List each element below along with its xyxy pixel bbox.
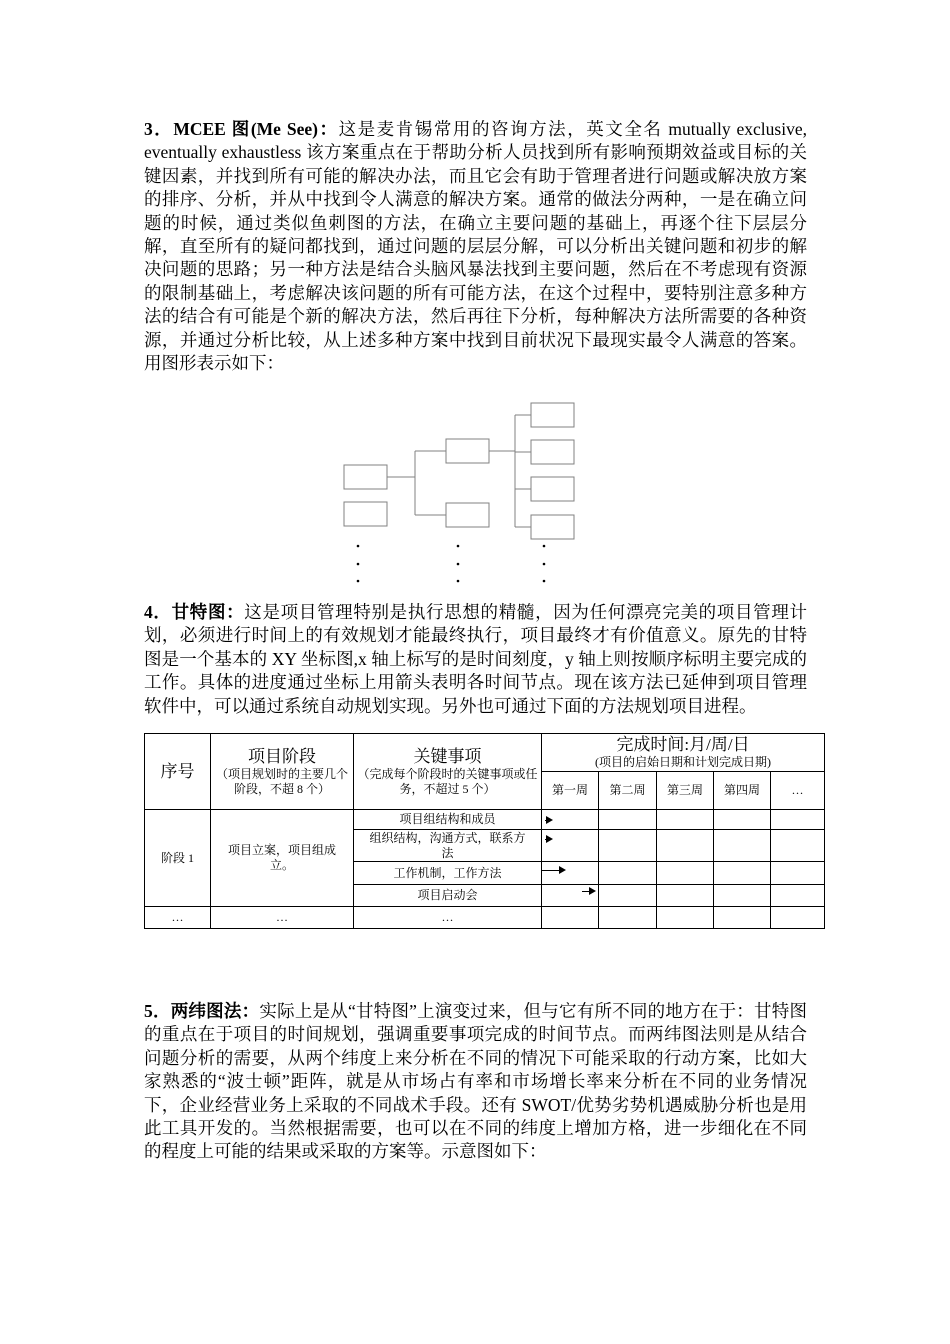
- task-2: 组织结构，沟通方式，联系方法: [354, 830, 542, 862]
- header-key-note: （完成每个阶段时的关键事项或任务，不超过 5 个）: [357, 766, 538, 796]
- week-1: 第一周: [542, 772, 599, 810]
- week-4: 第四周: [714, 772, 771, 810]
- week-more: …: [771, 772, 825, 810]
- tree-box-l1-2: [344, 502, 387, 526]
- tree-box-l2-1: [446, 439, 489, 463]
- task-1: 项目组结构和成员: [354, 810, 542, 830]
- header-time: 完成时间:月/周/日 (项目的启始日期和计划完成日期): [542, 734, 825, 772]
- header-time-note: (项目的启始日期和计划完成日期): [595, 755, 772, 769]
- phase-1-name: 项目立案，项目组成立。: [211, 810, 354, 907]
- task-1-arrow: [545, 820, 547, 821]
- task-2-arrow: [545, 839, 547, 840]
- tree-box-l2-2: [446, 503, 489, 527]
- more-task: …: [354, 907, 542, 929]
- section-5-paragraph: [144, 1000, 807, 1164]
- tree-box-l3-3: [531, 477, 574, 501]
- section-4-heading: 4．甘特图：: [144, 602, 245, 622]
- tree-box-l3-2: [531, 440, 574, 464]
- task-3: 工作机制，工作方法: [354, 862, 542, 885]
- task-4-arrow: [582, 891, 590, 892]
- week-2: 第二周: [599, 772, 657, 810]
- section-4-paragraph: [144, 601, 807, 718]
- section-5-text: 实际上是从“甘特图”上演变过来，但与它有所不同的地方在于：甘特图的重点在于项目的时间规划，强调重要事项完成的时间节点。而两纬图法则是从结合问题分析的需要，从两个纬度上来分析在不同的情况下可能采取的行动方案，比如大家熟悉的“波士顿”距阵，就是从市场占有率和市场增长率来分析在不同的业务情况下，企业经营业务上采取的不同战术手段。还有 SWOT/优势劣势机遇威胁分析也是用此工具开发的。当然根据需要，也可以在不同的纬度上增加方格，进一步细化在不同的程度上可能的结果或采取的方案等。示意图如下：: [144, 1001, 807, 1162]
- tree-connector-2: [489, 415, 531, 527]
- section-3-text: 这是麦肯锡常用的咨询方法，英文全名 mutually exclusive, eventually exhaustless 该方案重点在于帮助分析人员找到所有影响预期效益或目标的关键因素，并找到所有可能的解决办法，而且它会有助于管理者进行问题或解决放方案的排序、分析，并从中找到令人满意的解决方案。通常的做法分两种，一是在确立问题的时候，通过类似鱼刺图的方法，在确立主要问题的基础上，再逐个往下层层分解，直至所有的疑问都找到，通过问题的层层分解，可以分析出关键问题和初步的解决问题的思路；另一种方法是结合头脑风暴法找到主要问题，然后在不考虑现有资源的限制基础上，考虑解决该问题的所有可能方法，在这个过程中，要特别注意多种方法的结合有可能是个新的解决方法，然后再往下分析，每种解决方法所需要的各种资源，并通过分析比较，从上述多种方案中找到目前状况下最现实最令人满意的答案。用图形表示如下：: [144, 119, 807, 374]
- task-4-bar: [542, 885, 599, 907]
- phase-1-seq: 阶段 1: [145, 810, 211, 907]
- section-4-text: 这是项目管理特别是执行思想的精髓，因为任何漂亮完美的项目管理计划，必须进行时间上的有效规划才能最终执行，项目最终才有价值意义。原先的甘特图是一个基本的 XY 坐标图,x 轴上标写的是时间刻度，y 轴上则按顺序标明主要完成的工作。具体的进度通过坐标上用箭头表明各时间节点。现在该方法已延伸到项目管理软件中，可以通过系统自动规划实现。另外也可通过下面的方法规划项目进程。: [144, 602, 808, 716]
- tree-box-l3-1: [531, 403, 574, 427]
- task-3-arrow: [542, 870, 560, 871]
- week-3: 第三周: [657, 772, 714, 810]
- tree-connector-1: [387, 451, 446, 515]
- more-phase: …: [211, 907, 354, 929]
- mcee-tree-diagram: [0, 0, 950, 600]
- task-4: 项目启动会: [354, 885, 542, 907]
- header-key-items: 关键事项 （完成每个阶段时的关键事项或任务，不超过 5 个）: [354, 734, 542, 810]
- tree-continuation-dots: [357, 545, 546, 583]
- section-5-heading: 5．两纬图法：: [144, 1001, 260, 1021]
- task-3-bar: [542, 862, 599, 885]
- tree-box-l1-1: [344, 465, 387, 489]
- header-phase: 项目阶段 （项目规划时的主要几个阶段，不超 8 个）: [211, 734, 354, 810]
- task-2-bar: [542, 830, 599, 862]
- header-seq: 序号: [145, 734, 211, 810]
- section-3-heading: 3．MCEE 图(Me See)：: [144, 119, 339, 139]
- header-phase-note: （项目规划时的主要几个阶段，不超 8 个）: [215, 766, 348, 796]
- gantt-table: [144, 733, 825, 929]
- more-seq: …: [145, 907, 211, 929]
- tree-box-l3-4: [531, 515, 574, 539]
- task-1-bar: [542, 810, 599, 830]
